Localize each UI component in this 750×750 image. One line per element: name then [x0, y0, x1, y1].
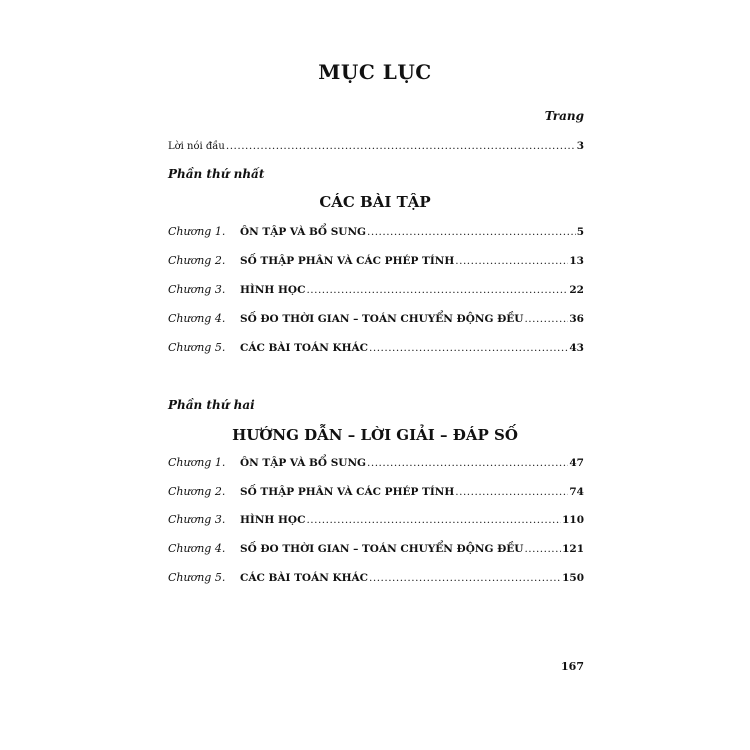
toc-entry[interactable]	[168, 513, 584, 526]
dot-leader	[306, 514, 561, 526]
entry-page: 13	[569, 255, 584, 267]
page-number: 167	[561, 660, 584, 673]
dot-leader	[524, 313, 568, 325]
dot-leader	[455, 255, 568, 267]
dot-leader	[226, 140, 576, 152]
chapter-number: Chương 5.	[168, 571, 226, 584]
entry-page: 74	[569, 486, 584, 498]
entry-title: ÔN TẬP VÀ BỔ SUNG	[240, 226, 367, 238]
chapter-number: Chương 2.	[168, 485, 226, 498]
chapter-number: Chương 3.	[168, 283, 226, 296]
chapter-number: Chương 1.	[168, 456, 226, 469]
toc-entry[interactable]	[168, 341, 584, 354]
dot-leader	[369, 572, 561, 584]
entry-title: SỐ THẬP PHÂN VÀ CÁC PHÉP TÍNH	[240, 486, 455, 498]
toc-entry-preface[interactable]	[168, 140, 584, 152]
chapter-number: Chương 4.	[168, 542, 226, 555]
dot-leader	[524, 543, 561, 555]
entry-title: CÁC BÀI TOÁN KHÁC	[240, 342, 369, 354]
toc-entry[interactable]	[168, 456, 584, 469]
toc-entry[interactable]	[168, 225, 584, 238]
toc-entry[interactable]	[168, 571, 584, 584]
chapter-number: Chương 1.	[168, 225, 226, 238]
entry-title: SỐ ĐO THỜI GIAN – TOÁN CHUYỂN ĐỘNG ĐỀU	[240, 313, 524, 325]
entry-title: ÔN TẬP VÀ BỔ SUNG	[240, 457, 367, 469]
toc-entry[interactable]	[168, 542, 584, 555]
entry-page: 121	[562, 543, 584, 555]
dot-leader	[369, 342, 568, 354]
entry-title: SỐ ĐO THỜI GIAN – TOÁN CHUYỂN ĐỘNG ĐỀU	[240, 543, 524, 555]
dot-leader	[367, 457, 568, 469]
part-heading: HƯỚNG DẪN – LỜI GIẢI – ĐÁP SỐ	[232, 426, 518, 444]
entry-title: CÁC BÀI TOÁN KHÁC	[240, 572, 369, 584]
toc-entry[interactable]	[168, 283, 584, 296]
dot-leader	[455, 486, 568, 498]
entry-page: 43	[569, 342, 584, 354]
toc-entry[interactable]	[168, 254, 584, 267]
entry-page: 3	[576, 140, 584, 152]
entry-title: Lời nói đầu	[168, 141, 225, 152]
part-label: Phần thứ nhất	[168, 167, 265, 181]
entry-page: 22	[569, 284, 584, 296]
entry-title: HÌNH HỌC	[240, 514, 306, 526]
entry-page: 36	[569, 313, 584, 325]
page-column-label: Trang	[544, 109, 584, 123]
chapter-number: Chương 3.	[168, 513, 226, 526]
entry-page: 5	[576, 226, 584, 238]
entry-title: SỐ THẬP PHÂN VÀ CÁC PHÉP TÍNH	[240, 255, 455, 267]
part-label: Phần thứ hai	[168, 398, 255, 412]
dot-leader	[306, 284, 568, 296]
toc-entry[interactable]	[168, 312, 584, 325]
toc-entry[interactable]	[168, 485, 584, 498]
entry-page: 150	[562, 572, 584, 584]
chapter-number: Chương 4.	[168, 312, 226, 325]
chapter-number: Chương 2.	[168, 254, 226, 267]
entry-title: HÌNH HỌC	[240, 284, 306, 296]
entry-page: 47	[569, 457, 584, 469]
dot-leader	[367, 226, 576, 238]
part-heading: CÁC BÀI TẬP	[319, 193, 431, 211]
entry-page: 110	[562, 514, 584, 526]
page-title: MỤC LỤC	[318, 60, 432, 84]
chapter-number: Chương 5.	[168, 341, 226, 354]
